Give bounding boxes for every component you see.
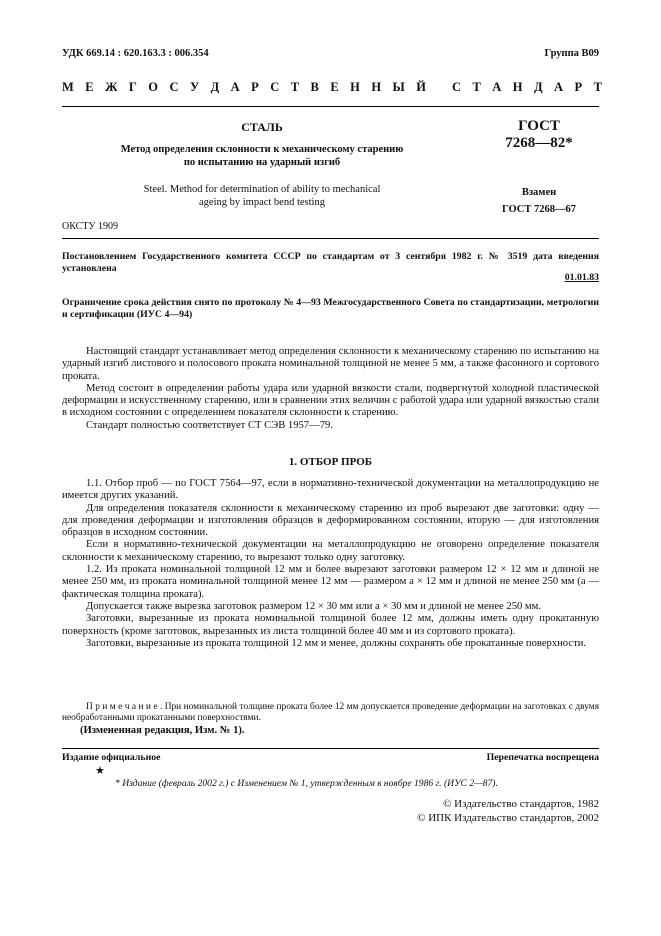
copyright-2002: © ИПК Издательство стандартов, 2002 bbox=[417, 812, 599, 824]
banner-letter: Н bbox=[350, 80, 360, 94]
note-block bbox=[62, 702, 599, 724]
standard-banner bbox=[62, 80, 602, 95]
gost-number bbox=[474, 118, 604, 152]
banner-letter: Ы bbox=[392, 80, 405, 94]
banner-letter: Й bbox=[416, 80, 426, 94]
banner-letter: Н bbox=[371, 80, 382, 94]
title-rule bbox=[62, 238, 599, 239]
replaces-value: ГОСТ 7268—67 bbox=[502, 204, 576, 215]
banner-letter: Т bbox=[472, 80, 481, 94]
limitation-text: Ограничение срока действия снято по протоколу № 4—93 Межгосударственного Совета по стандартизации, метрологии и сертификации (ИУС 4—94) bbox=[62, 297, 599, 320]
banner-letter: Е bbox=[330, 80, 339, 94]
intro-section bbox=[62, 346, 599, 432]
decree-text: Постановлением Государственного комитета СССР по стандартам от 3 сентября 1982 г. № 3519 дата введения установлена bbox=[62, 251, 599, 274]
footer-rule bbox=[62, 748, 599, 749]
standard-subtitle bbox=[62, 144, 462, 169]
reprint-prohibited: Перепечатка воспрещена bbox=[486, 752, 599, 763]
banner-letter: Ж bbox=[105, 80, 118, 94]
banner-letter: Т bbox=[290, 80, 300, 94]
banner-letter: Г bbox=[128, 80, 137, 94]
gost-label: ГОСТ bbox=[518, 118, 560, 134]
replaces-block bbox=[474, 184, 604, 218]
banner-letter: Н bbox=[512, 80, 523, 94]
note-text: При номинальной толщине проката более 12 мм допускается проведение деформации на заготовках с двумя необработанными прокатанными поверхностями. bbox=[62, 702, 600, 723]
okstu-code: ОКСТУ 1909 bbox=[62, 221, 119, 232]
banner-letter: С bbox=[169, 80, 179, 94]
section-paragraph: Для определения показателя склонности к механическому старению из проб вырезают две заготовки: одну — для проведения деформации и изготовления образцов в деформированном состоянии, вторую — для изготовления образцов в исходном состоянии. bbox=[62, 502, 599, 539]
udk-code: УДК 669.14 : 620.163.3 : 006.354 bbox=[62, 48, 209, 59]
standard-title: СТАЛЬ bbox=[241, 120, 283, 134]
banner-letter: А bbox=[554, 80, 564, 94]
banner-gap bbox=[437, 80, 440, 95]
intro-paragraph: Настоящий стандарт устанавливает метод определения склонности к механическому старению по испытанию на ударный изгиб листового и полосового проката номинальной толщиной не менее 5 мм, а также фасонного и сортового проката. bbox=[62, 346, 599, 382]
section-1-body bbox=[62, 478, 599, 650]
banner-letter: М bbox=[62, 80, 74, 94]
section-paragraph: Заготовки, вырезанные из проката толщиной 12 мм и менее, должны сохранять обе прокатанные поверхности. bbox=[86, 637, 587, 649]
official-edition: Издание официальное bbox=[62, 752, 161, 763]
group-code: Группа В09 bbox=[544, 48, 599, 59]
banner-letter: В bbox=[310, 80, 319, 94]
english-title-line: ageing by impact bend testing bbox=[199, 197, 325, 208]
banner-letter: А bbox=[492, 80, 502, 94]
section-paragraph: 1.2. Из проката номинальной толщиной 12 мм и более вырезают заготовки размером 12 × 12 мм и длиной не менее 250 мм, из проката номинальной толщиной менее 12 мм — размером a × 12 мм и длиной не менее 250 мм (a — фактическая толщина проката). bbox=[62, 564, 599, 600]
banner-letter: Д bbox=[210, 80, 220, 94]
banner-letter: Е bbox=[85, 80, 94, 94]
banner-letter: У bbox=[189, 80, 200, 94]
section-paragraph: Заготовки, вырезанные из проката номинальной толщиной более 12 мм, должны иметь одну прокатанную поверхность (кроме заготовок, вырезанных из листа толщиной более 40 мм и из сортового проката). bbox=[62, 613, 599, 637]
section-paragraph: Если в нормативно-технической документации на металлопродукцию не оговорено определение показателя склонности к механическому старению, то вырезают только одну заготовку. bbox=[62, 539, 599, 563]
section-paragraph: Допускается также вырезка заготовок размером 12 × 30 мм или a × 30 мм и длиной не менее 250 мм. bbox=[86, 600, 541, 612]
revision-note: (Измененная редакция, Изм. № 1). bbox=[80, 725, 245, 736]
replaces-label: Взамен bbox=[521, 187, 557, 198]
edition-footnote: * Издание (февраль 2002 г.) с Изменением № 1, утвержденным в ноябре 1986 г. (ИУС 2—87). bbox=[115, 778, 498, 789]
banner-letter: А bbox=[230, 80, 240, 94]
copyright-1982: © Издательство стандартов, 1982 bbox=[443, 798, 599, 810]
banner-letter: С bbox=[452, 80, 462, 94]
banner-letter: Р bbox=[574, 80, 583, 94]
banner-letter: Т bbox=[593, 80, 602, 94]
banner-rule bbox=[62, 106, 599, 107]
introduction-date: 01.01.83 bbox=[564, 272, 599, 283]
section-heading: 1. ОТБОР ПРОБ bbox=[288, 456, 373, 468]
banner-letter: Р bbox=[251, 80, 259, 94]
intro-paragraph: Стандарт полностью соответствует СТ СЭВ 1957—79. bbox=[86, 419, 333, 431]
section-paragraph: 1.1. Отбор проб — по ГОСТ 7564—97, если в нормативно-технической документации на металлопродукцию не имеется других указаний. bbox=[62, 478, 599, 502]
intro-paragraph: Метод состоит в определении работы удара или ударной вязкости стали, подвергнутой холодной пластической деформации и искусственному старению, или в сравнении этих величин с работой удара или ударной вязкостью стали в исходном состоянии с определением показателя склонности к старению. bbox=[62, 382, 599, 419]
star-icon: ★ bbox=[95, 765, 105, 777]
note-paragraph bbox=[62, 702, 599, 724]
english-title-line: Steel. Method for determination of ability to mechanical bbox=[143, 184, 381, 195]
banner-letter: Д bbox=[533, 80, 543, 94]
banner-letter: О bbox=[148, 80, 159, 94]
banner-letter: С bbox=[270, 80, 280, 94]
subtitle-line: по испытанию на ударный изгиб bbox=[183, 156, 341, 168]
subtitle-line: Метод определения склонности к механическому старению bbox=[120, 144, 404, 155]
english-title bbox=[62, 183, 462, 209]
note-label: П р и м е ч а н и е . bbox=[86, 702, 163, 712]
gost-code: 7268—82* bbox=[505, 135, 573, 151]
